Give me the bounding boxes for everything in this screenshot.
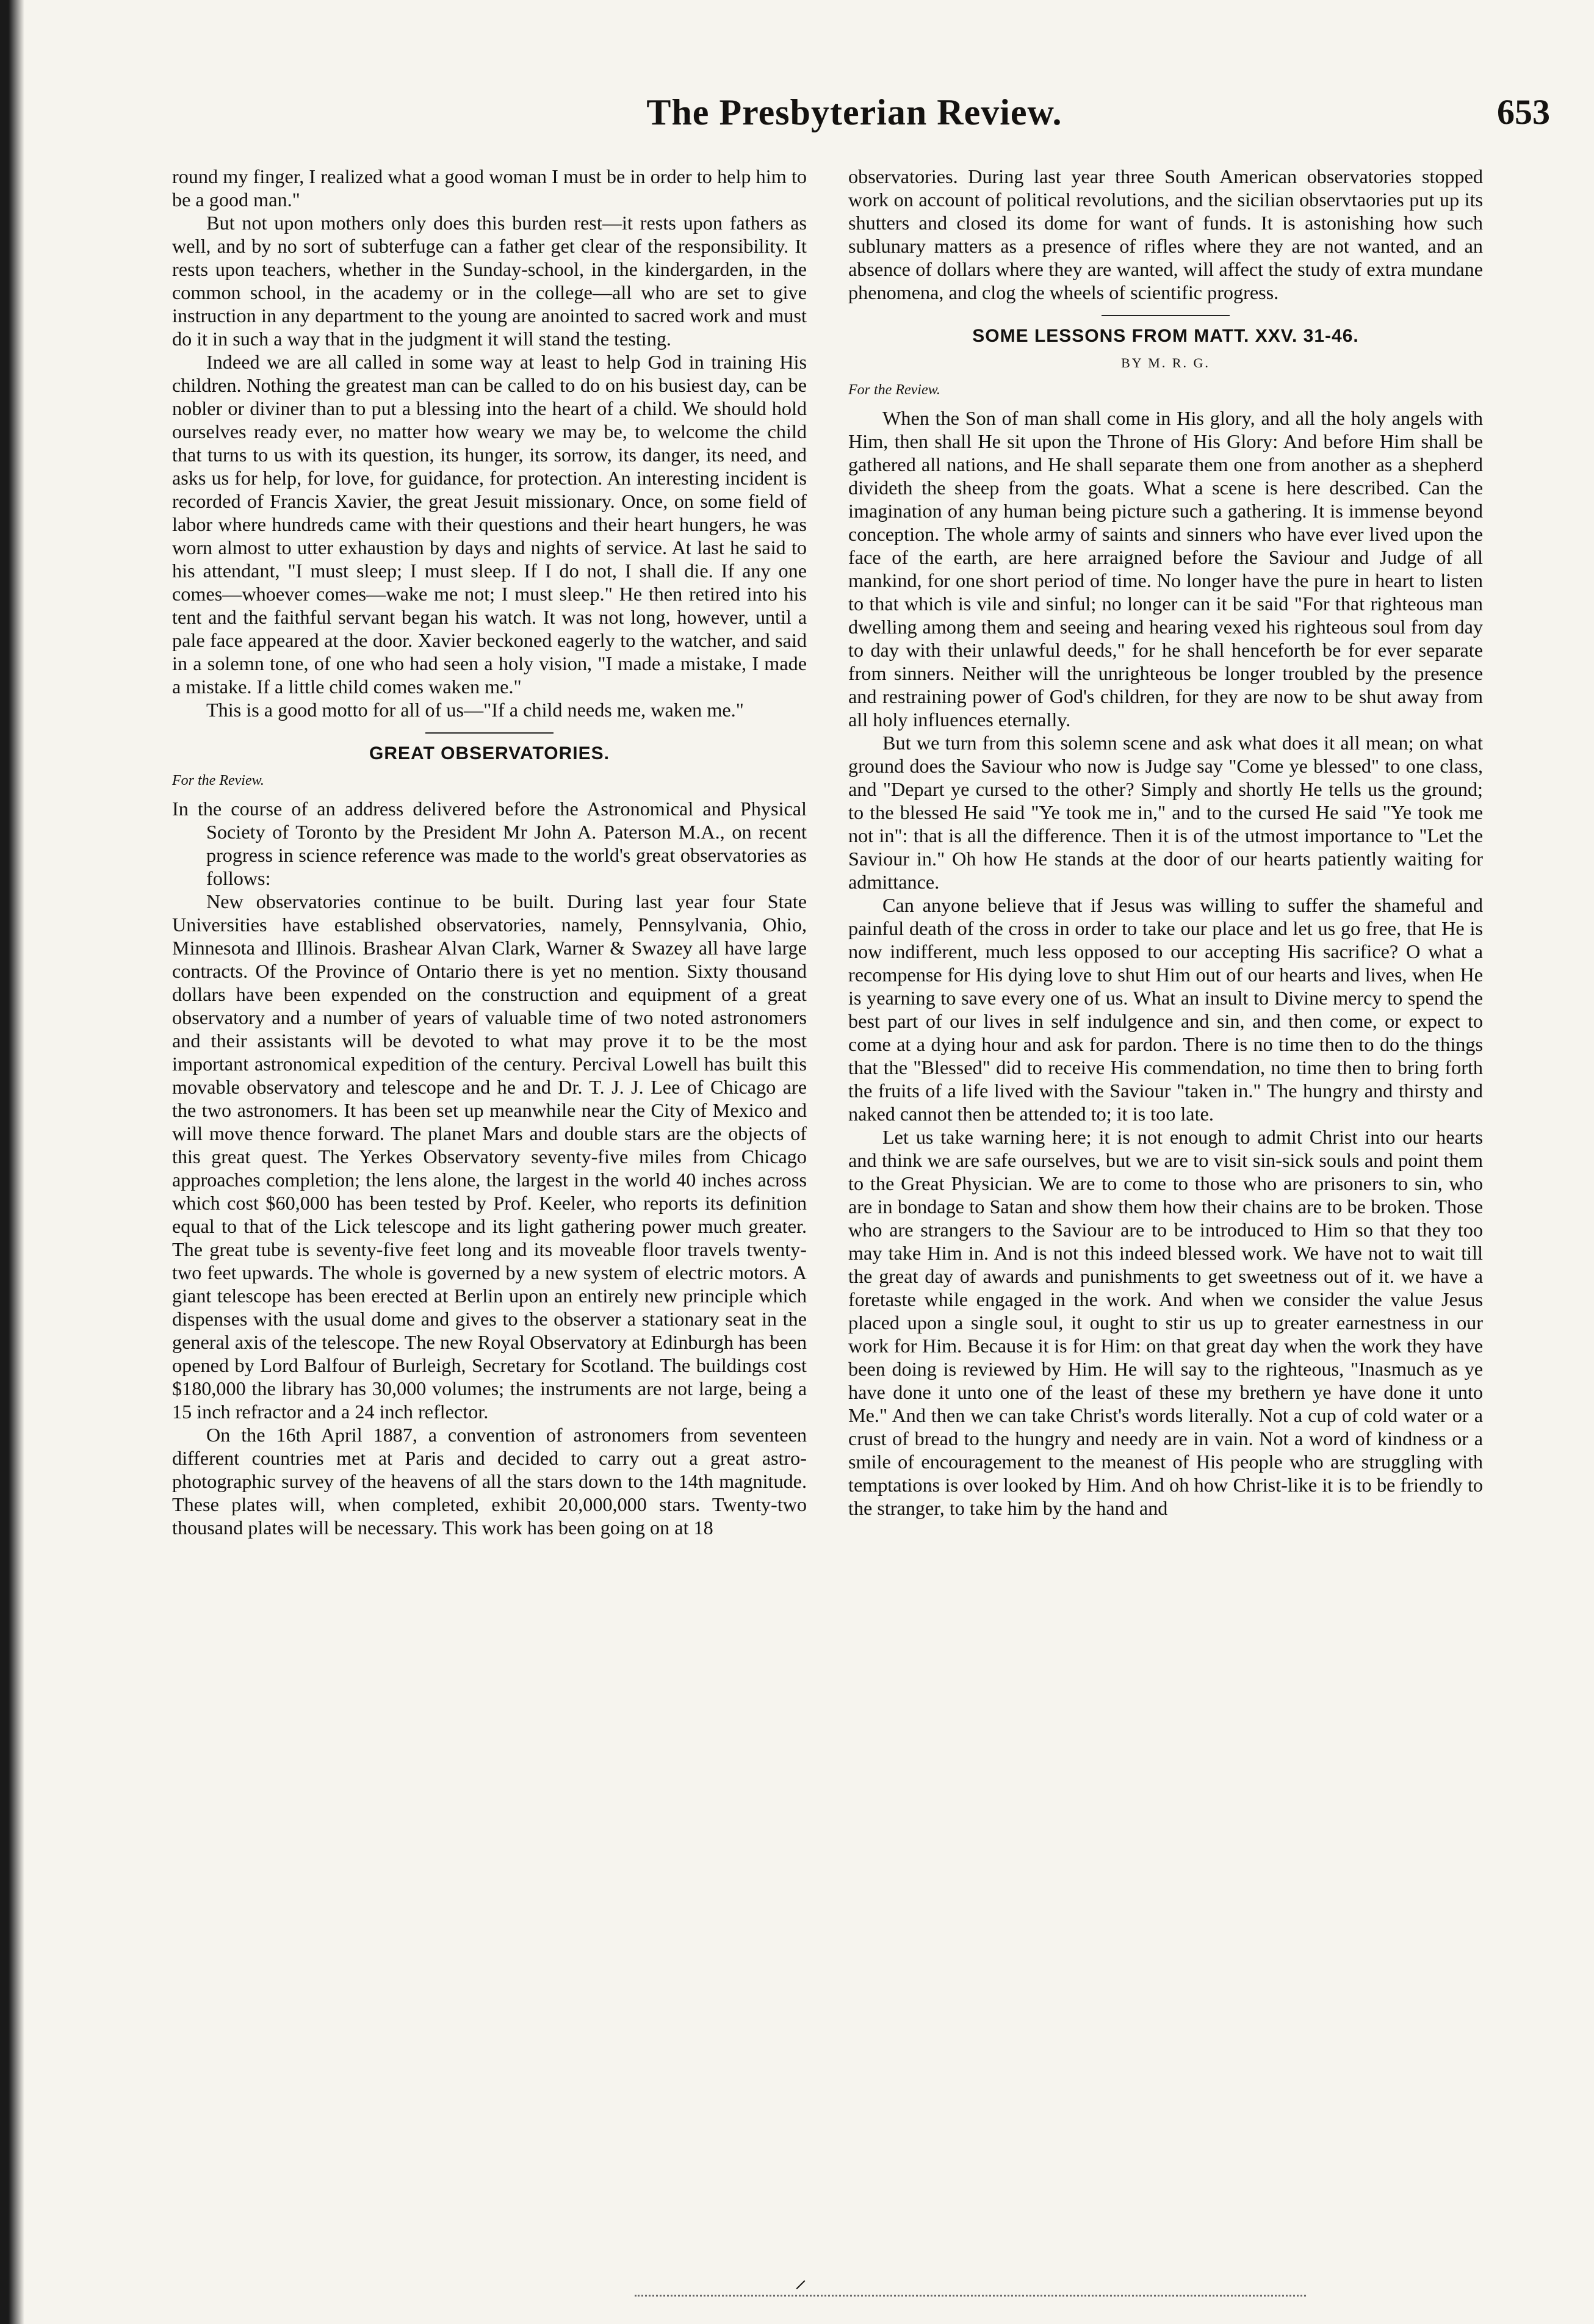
section-divider xyxy=(425,732,554,734)
for-review-note: For the Review. xyxy=(848,382,940,398)
section-title-great-observatories: GREAT OBSERVATORIES. xyxy=(369,743,610,763)
paragraph: observatories. During last year three South American observatories stopped work on account of political revolutions, and the sicilian observtaories put up its shutters and closed its dome for want of funds. It is astonishing how such sublunary matters as a presence of rifles where they are not wanted, and an absence of dollars where they are wanted, will affect the study of extra mundane phenomena, and clog the wheels of scientific progress. xyxy=(848,165,1483,303)
paragraph: But not upon mothers only does this burden rest—it rests upon fathers as well, and by no sort of subterfuge can a father get clear of the responsibility. It rests upon teachers, whether in the Sunday-school, in the kindergarden, in the common school, in the academy or in the college—all who are set to give instruction in any department to the young are anointed to sacred work and must do it in such a way that in the judgment it will stand the testing. xyxy=(172,212,807,350)
paragraph: On the 16th April 1887, a convention of astronomers from seventeen different countries met at Paris and decided to carry out a great astro-photographic survey of the heavens of all the stars down to the 14th magnitude. These plates will, when completed, exhibit 20,000,000 stars. Twenty-two thousand plates will be necessary. This work has been going on at 18 xyxy=(172,1424,807,1539)
section-divider xyxy=(1102,315,1230,316)
paragraph: When the Son of man shall come in His glory, and all the holy angels with Him, then shall He sit upon the Throne of His Glory: And before Him shall be gathered all nations, and He shall separate them one from another as a shepherd divideth the sheep from the goats. What a scene is here described. Can the imagination of any human being picture such a gathering. It is immense beyond conception. The whole army of saints and sinners who have ever lived upon the face of the earth, are here arraigned before the Saviour and Judge of all mankind, for one short period of time. No longer have the pure in heart to listen to that which is vile and sinful; no longer can it be said "For that righteous man dwelling among them and seeing and hearing vexed his righteous soul from day to day with their unlawful deeds," for he shall henceforth be for ever separate from sinners. Neither will the unrighteous be longer troubled by the presence and restraining power of God's children, for they are now to be shut away from all holy influences eternally. xyxy=(848,407,1483,731)
paragraph: Indeed we are all called in some way at least to help God in training His children. Nothing the greatest man can be called to do on his busiest day, can be nobler or diviner than to put a blessing into the heart of a child. We should hold ourselves ready ever, no matter how weary we may be, to welcome the child that turns to us with its question, its hunger, its sorrow, its danger, its need, and asks us for help, for love, for guidance, for protection. An interesting incident is recorded of Francis Xavier, the great Jesuit missionary. Once, on some field of labor where hundreds came with their questions and their heart hungers, he was worn almost to utter exhaustion by days and nights of service. At last he said to his attendant, "I must sleep; I must sleep. If I do not, I shall die. If any one comes—whoever comes—wake me not; I must sleep." He then retired into his tent and the faithful servant began his watch. It was not long, however, until a pale face appeared at the door. Xavier beckoned eagerly to the watcher, and said in a solemn tone, of one who had seen a holy vision, "I made a mistake, I made a mistake. If a little child comes waken me." xyxy=(172,351,807,698)
scan-artifact xyxy=(635,2295,1306,2299)
paragraph: But we turn from this solemn scene and ask what does it all mean; on what ground does the Saviour who now is Judge say "Come ye blessed" to one class, and "Depart ye cursed to the other? Simply and shortly He tells us the ground; to the blessed He said "Ye took me in," and to the cursed He said "Ye took me not in": that is all the difference. Then it is of the utmost importance to "Let the Saviour in." Oh how He stands at the door of our hearts patiently waiting for admittance. xyxy=(848,732,1483,893)
page-number: 653 xyxy=(1497,92,1550,132)
page-binding-edge xyxy=(0,0,24,2324)
paragraph: Can anyone believe that if Jesus was willing to suffer the shameful and painful death of the cross in order to take our place and let us go free, that He is now indifferent, much less opposed to our accepting His sacrifice? O what a recompense for His dying love to shut Him out of our hearts and lives, when He is yearning to save every one of us. What an insult to Divine mercy to spend the best part of our lives in self indulgence and sin, and then come, or expect to come at a dying hour and ask for pardon. There is no time then to do the things that the "Blessed" did to receive His commendation, no time then to bring forth the fruits of a life lived with the Saviour "taken in." The hungry and thirsty and naked cannot then be attended to; it is too late. xyxy=(848,894,1483,1125)
for-review-note: For the Review. xyxy=(172,773,264,789)
paragraph: round my finger, I realized what a good woman I must be in order to help him to be a good man." xyxy=(172,165,807,211)
paragraph: This is a good motto for all of us—"If a child needs me, waken me." xyxy=(206,699,744,721)
section-title-some-lessons: SOME LESSONS FROM MATT. XXV. 31-46. xyxy=(972,326,1359,346)
journal-title: The Presbyterian Review. xyxy=(646,92,1062,132)
paragraph: Let us take warning here; it is not enough to admit Christ into our hearts and think we are safe ourselves, but we are to visit sin-sick souls and point them to the Great Physician. We are to come to those who are prisoners to sin, who are in bondage to Satan and show them how their chains are to be broken. Those who are strangers to the Saviour are to be introduced to Him so that they too may take Him in. And is not this indeed blessed work. We have not to wait till the great day of awards and punishments to get sweetness out of it. we have a foretaste while engaged in the work. And when we consider the value Jesus placed upon a single soul, it ought to stir us up to greater earnestness in our work for Him. Because it is for Him: on that great day when the work they have been doing is reviewed by Him. He will say to the righteous, "Inasmuch as ye have done it unto one of the least of these my brethern ye have done it unto Me." And then we can take Christ's words literally. Not a cup of cold water or a crust of bread to the hungry and needy are in vain. Not a word of kindness or a smile of encouragement to the meanest of His people who are struggling with temptations is over looked by Him. And oh how Christ-like it is to be friendly to the stranger, to take him by the hand and xyxy=(848,1126,1483,1519)
byline: BY M. R. G. xyxy=(1121,355,1210,370)
right-column xyxy=(848,165,1483,1520)
left-column xyxy=(172,165,807,1539)
printer-mark: ⸝ xyxy=(795,2265,807,2293)
paragraph: New observatories continue to be built. During last year four State Universities have established observatories, namely, Pennsylvania, Ohio, Minnesota and Illinois. Brashear Alvan Clark, Warner & Swazey all have large contracts. Of the Province of Ontario there is yet no mention. Sixty thousand dollars have been expended on the construction and equipment of a great observatory and a number of years of valuable time of two noted astronomers and their assistants will be devoted to what may prove it to be the most important astronomical expedition of the century. Percival Lowell has built this movable observatory and telescope and he and Dr. T. J. J. Lee of Chicago are the two astronomers. It has been set up meanwhile near the City of Mexico and will move thence forward. The planet Mars and double stars are the objects of this great quest. The Yerkes Observatory seventy-five miles from Chicago approaches completion; the lens alone, the largest in the world 40 inches across which cost $60,000 has been tested by Prof. Keeler, who reports its definition equal to that of the Lick telescope and its light gathering power much greater. The great tube is seventy-five feet long and its moveable floor travels twenty-two feet upwards. The whole is governed by a new system of electric motors. A giant telescope has been erected at Berlin upon an entirely new principle which dispenses with the usual dome and gives to the observer a stationary seat in the general axis of the telescope. The new Royal Observatory at Edinburgh has been opened by Lord Balfour of Burleigh, Secretary for Scotland. The buildings cost $180,000 the library has 30,000 volumes; the instruments are not large, being a 15 inch refractor and a 24 inch reflector. xyxy=(172,890,807,1423)
page-header xyxy=(153,92,1556,140)
paragraph: In the course of an address delivered before the Astronomical and Physical Society of Toronto by the President Mr John A. Paterson M.A., on recent progress in science reference was made to the world's great observatories as follows: xyxy=(172,798,807,889)
